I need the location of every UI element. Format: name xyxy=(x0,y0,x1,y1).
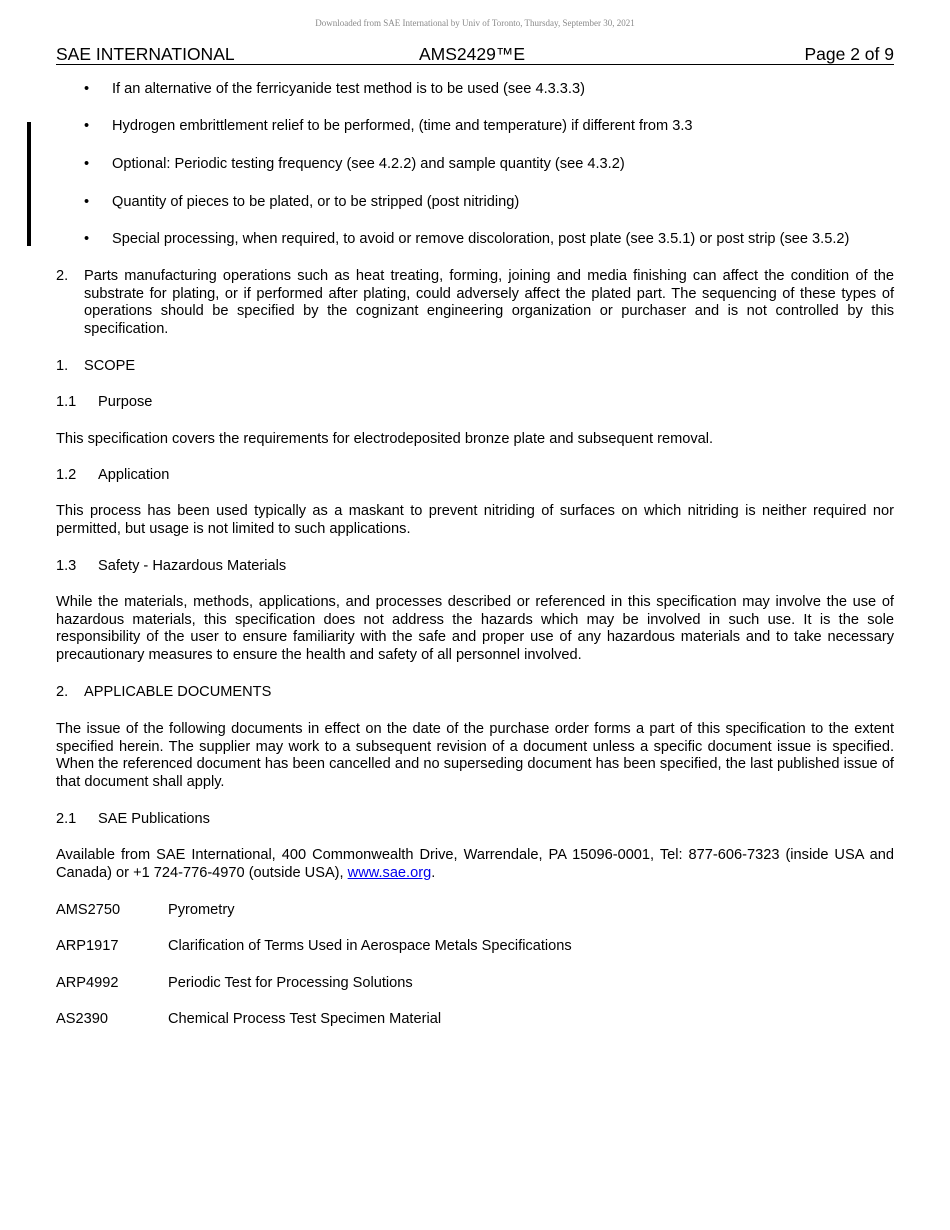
bullet-icon: • xyxy=(84,194,90,210)
reference-title: Pyrometry xyxy=(168,902,235,918)
subsection-title: Purpose xyxy=(98,394,153,410)
reference-title: Periodic Test for Processing Solutions xyxy=(168,975,413,991)
revision-change-bar xyxy=(27,122,31,246)
page-number: Page 2 of 9 xyxy=(804,44,894,64)
sae-website-link[interactable]: www.sae.org xyxy=(347,864,432,881)
bullet-text: Quantity of pieces to be plated, or to be stripped (post nitriding) xyxy=(112,194,520,210)
reference-code: ARP4992 xyxy=(56,975,119,991)
reference-code: AS2390 xyxy=(56,1011,108,1027)
document-number: AMS2429™E xyxy=(419,44,526,64)
availability-text: Available from SAE International, 400 Commonwealth Drive, Warrendale, PA 15096-0001, Tel: 877-606-7323 (inside USA and Canada) or +1 724-776-4970 (outside USA), xyxy=(56,847,894,881)
note-text: Parts manufacturing operations such as heat treating, forming, joining and media finishing can affect the condition of the substrate for plating, or if performed after plating, could adversely affect the plated part. The sequencing of these types of operations should be specified by the cognizant engineering organization or purchaser and is not controlled by this specification. xyxy=(84,268,894,337)
application-paragraph: This process has been used typically as a maskant to prevent nitriding of surfaces on which nitriding is neither required nor permitted, but usage is not limited to such applications. xyxy=(56,503,894,537)
bullet-text: Special processing, when required, to avoid or remove discoloration, post plate (see 3.5.1) or post strip (see 3.5.2) xyxy=(112,231,850,247)
section-number: 1. xyxy=(56,358,69,374)
section-heading-applicable-documents xyxy=(56,684,271,702)
subsection-heading-safety xyxy=(56,558,286,576)
reference-title: Chemical Process Test Specimen Material xyxy=(168,1011,442,1027)
download-watermark: Downloaded from SAE International by Univ of Toronto, Thursday, September 30, 2021 xyxy=(315,18,635,28)
bullet-text: If an alternative of the ferricyanide test method is to be used (see 4.3.3.3) xyxy=(112,81,585,97)
bullet-text: Hydrogen embrittlement relief to be performed, (time and temperature) if different from 3.3 xyxy=(112,118,693,134)
reference-row xyxy=(56,1011,441,1029)
bullet-icon: • xyxy=(84,81,90,97)
subsection-title: Safety - Hazardous Materials xyxy=(98,558,287,574)
page-header xyxy=(56,44,894,65)
reference-row xyxy=(56,938,572,956)
subsection-title: Application xyxy=(98,467,170,483)
subsection-number: 1.2 xyxy=(56,467,77,483)
sae-availability-paragraph xyxy=(56,847,894,882)
subsection-title: SAE Publications xyxy=(98,811,210,827)
bullet-icon: • xyxy=(84,231,90,247)
section-heading-scope xyxy=(56,358,135,376)
subsection-heading-application xyxy=(56,467,169,485)
publisher-name: SAE INTERNATIONAL xyxy=(56,44,235,64)
subsection-heading-sae-publications xyxy=(56,811,210,829)
section-title: SCOPE xyxy=(84,358,136,374)
applicable-documents-paragraph: The issue of the following documents in effect on the date of the purchase order forms a part of this specification to the extent specified herein. The supplier may work to a subsequent revision of a document unless a specific document issue is specified. When the referenced document has been cancelled and no superseding document has been specified, the last published issue of that document shall apply. xyxy=(56,721,894,790)
bullet-text: Optional: Periodic testing frequency (see 4.2.2) and sample quantity (see 4.3.2) xyxy=(112,156,625,172)
section-title: APPLICABLE DOCUMENTS xyxy=(84,684,272,700)
reference-code: ARP1917 xyxy=(56,938,119,954)
section-number: 2. xyxy=(56,684,69,700)
subsection-number: 1.3 xyxy=(56,558,77,574)
subsection-number: 2.1 xyxy=(56,811,77,827)
note-2 xyxy=(56,268,894,338)
note-number: 2. xyxy=(56,268,69,284)
purpose-paragraph: This specification covers the requirements for electrodeposited bronze plate and subsequent removal. xyxy=(56,431,714,447)
reference-title: Clarification of Terms Used in Aerospace Metals Specifications xyxy=(168,938,572,954)
bullet-icon: • xyxy=(84,118,90,134)
reference-row xyxy=(56,902,235,920)
reference-code: AMS2750 xyxy=(56,902,121,918)
subsection-heading-purpose xyxy=(56,394,152,412)
bullet-icon: • xyxy=(84,156,90,172)
reference-row xyxy=(56,975,413,993)
safety-paragraph: While the materials, methods, applications, and processes described or referenced in this specification may involve the use of hazardous materials, this specification does not address the hazards which may be involved in such use. It is the sole responsibility of the user to ensure familiarity with the safe and proper use of any hazardous materials and to take necessary precautionary measures to ensure the health and safety of all personnel involved. xyxy=(56,594,894,663)
availability-text-end: . xyxy=(431,864,436,881)
subsection-number: 1.1 xyxy=(56,394,77,410)
